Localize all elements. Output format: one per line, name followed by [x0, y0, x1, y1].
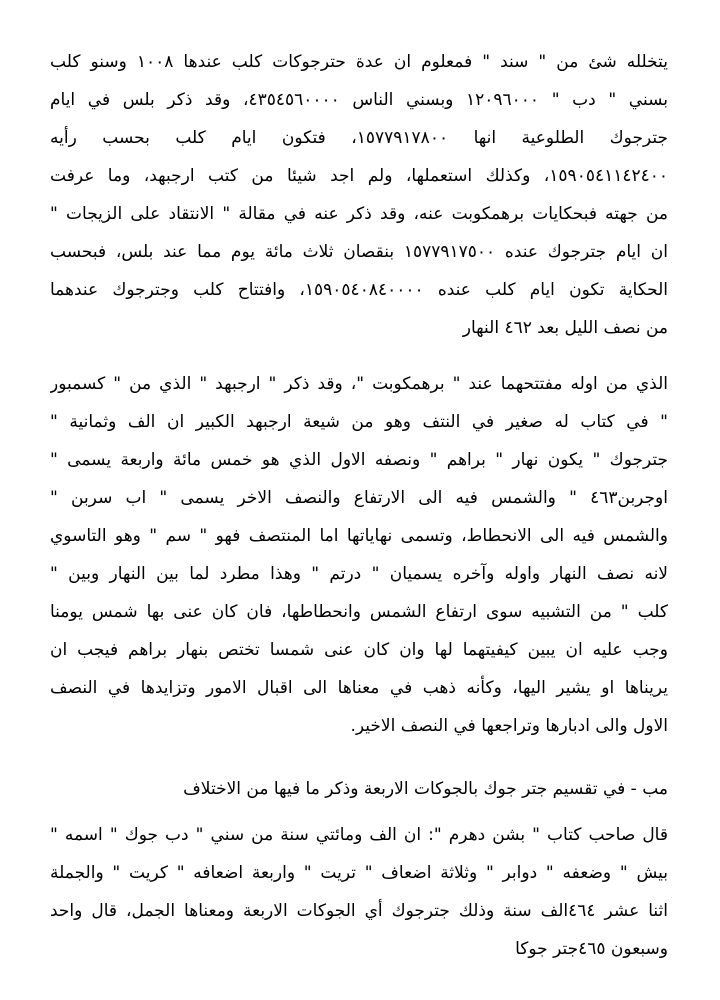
section-heading: مب - في تقسيم جتر جوك بالجوكات الاربعة وذكر ما فيها من الاختلاف: [183, 779, 668, 799]
text-line: بسني " دب " ١٢٠٩٦٠٠٠ وبسني الناس ٤٣٥٤٥٦٠٠٠٠، وقد ذكر بلس في ايام: [50, 90, 668, 110]
text-line: والشمس فيه الى الانحطاط، وتسمى نهاياتها اما المنتصف فهو " سم " وهو التاسوي: [50, 526, 668, 546]
text-line: جترجوك الطلوعية انها ١٥٧٧٩١٧٨٠٠، فتكون ايام كلب بحسب رأيه: [50, 128, 668, 148]
text-line: الذي من اوله مفتتحهما عند " برهمكوبت "، وقد ذكر " ارجبهد " الذي من " كسمبور: [50, 374, 668, 394]
text-line: ان ايام جترجوك عنده ١٥٧٧٩١٧٥٠٠ بنقصان ثلاث مائة يوم مما عند بلس، فبحسب: [50, 242, 668, 262]
paragraph-2: [50, 365, 668, 745]
text-line: يريناها او يشير اليها، وكأنه ذهب في معناها الى اقبال الامور وتزايدها في النصف: [50, 678, 668, 698]
text-line: وسبعون ٤٦٥جتر جوكا: [515, 939, 668, 959]
text-line: الاول والى ادبارها وتراجعها في النصف الاخير.: [350, 716, 668, 736]
text-line: قال صاحب كتاب " بشن دهرم ": ان الف ومائتي سنة من سني " دب جوك " اسمه ": [50, 825, 668, 845]
text-line: الحكاية تكون ايام كلب عنده ١٥٩٠٥٤٠٨٤٠٠٠٠، وافتتاح كلب وجترجوك عندهما: [50, 280, 668, 300]
text-line: كلب " من التشبيه سوى ارتفاع الشمس وانحطاطها، فان كان عنى بها شمس يومنا: [50, 602, 668, 622]
text-line: بيش " وضعفه " دوابر " وثلاثة اضعاف " تريت " واربعة اضعافه " كريت " والجملة: [50, 863, 668, 883]
text-line: جترجوك " يكون نهار " براهم " ونصفه الاول الذي هو خمس مائة واربعة يسمى ": [50, 450, 668, 470]
text-line: من جهته فبحكايات برهمكوبت عنه، وقد ذكر عنه في مقالة " الانتقاد على الزيجات ": [50, 204, 668, 224]
paragraph-3: [50, 816, 668, 968]
text-line: اوجربن٤٦٣ " والشمس فيه الى الارتفاع والنصف الاخر يسمى " اب سربن ": [50, 488, 668, 508]
text-line: من نصف الليل بعد ٤٦٢ النهار: [462, 318, 668, 338]
text-line: لانه نصف النهار واوله وآخره يسميان " درتم " وهذا مطرد لما بين النهار وبين ": [50, 564, 668, 584]
text-line: وجب عليه ان يبين كيفيتهما لها وان كان عنى شمسا تختص بنهار براهم فيجب ان: [50, 640, 668, 660]
text-line: اثنا عشر ٤٦٤الف سنة وذلك جترجوك أي الجوكات الاربعة ومعناها الجمل، قال واحد: [50, 901, 668, 921]
text-line: ١٥٩٠٥٤١١٤٢٤٠٠، وكذلك استعملها، ولم اجد شيئا من كتب ارجبهد، وما عرفت: [50, 166, 668, 186]
text-line: " في كتاب له صغير في النتف وهو من شيعة ارجبهد الكبير ان الف وثمانية ": [50, 412, 668, 432]
text-line: يتخلله شئ من " سند " فمعلوم ان عدة حترجوكات كلب عندها ١٠٠٨ وسنو كلب: [50, 52, 668, 72]
paragraph-1: [50, 43, 668, 347]
